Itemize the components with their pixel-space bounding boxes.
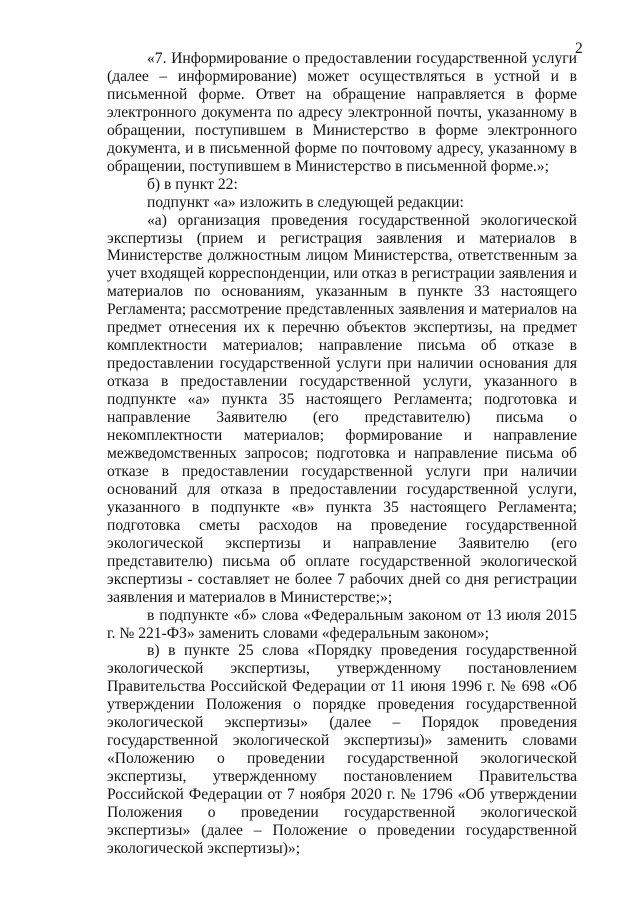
paragraph-item-v-point-25: в) в пункте 25 слова «Порядку проведения государственной экологической экспертизы, утвержденному постановлением Правительства Российской Федерации от 11 июня 1996 г. № 698 «Об утверждении Положения о порядке проведения государственной экологической экспертизы» (далее – Порядок проведения государственной экологической экспертизы)» заменить словами «Положению о проведении государственной экологической экспертизы, утвержденному постановлением Правительства Российской Федерации от 7 ноября 2020 г. № 1796 «Об утверждении Положения о проведении государственной экологической экспертизы» (далее – Положение о проведении государственной экологической экспертизы)»; [107,642,577,857]
paragraph-informing-clause: «7. Информирование о предоставлении государственной услуги (далее – информирование) может осуществляться в устной и в письменной форме. Ответ на обращение направляется в форме электронного документа по адресу электронной почты, указанному в обращении, поступившем в Министерство в форме электронного документа, и в письменной форме по почтовому адресу, указанному в обращении, поступившем в Министерство в письменной форме.»; [107,50,577,175]
paragraph-subitem-a-text: «а) организация проведения государственной экологической экспертизы (прием и регистрация заявления и материалов в Министерстве должностным лицом Министерства, ответственным за учет входящей корреспонденции, или отказ в регистрации заявления и материалов по основаниям, указанным в пункте 33 настоящего Регламента; рассмотрение представленных заявления и материалов на предмет отнесения их к перечню объектов экспертизы, на предмет комплектности материалов; направление письма об отказе в предоставлении государственной услуги при наличии основания для отказа в предоставлении государственной услуги, указанного в подпункте «а» пункта 35 настоящего Регламента; подготовка и направление Заявителю (его представителю) письма о некомплектности материалов; формирование и направление межведомственных запросов; подготовка и направление письма об отказе в предоставлении государственной услуги при наличии оснований для отказа в предоставлении государственной услуги, указанного в подпункте «в» пункта 35 настоящего Регламента; подготовка сметы расходов на проведение государственной экологической экспертизы и направление Заявителю (его представителю) письма об оплате государственной экологической экспертизы - составляет не более 7 рабочих дней со дня регистрации заявления и материалов в Министерстве;»; [107,211,578,606]
paragraph-item-b-header: б) в пункт 22: [147,175,238,193]
paragraph-subitem-b-replacement: в подпункте «б» слова «Федеральным законом от 13 июля 2015 г. № 221-ФЗ» заменить словами «федеральным законом»; [107,606,577,642]
paragraph-subitem-a-intro: подпункт «а» изложить в следующей редакции: [147,193,464,211]
document-body [107,50,577,858]
page-number: 2 [575,40,583,57]
